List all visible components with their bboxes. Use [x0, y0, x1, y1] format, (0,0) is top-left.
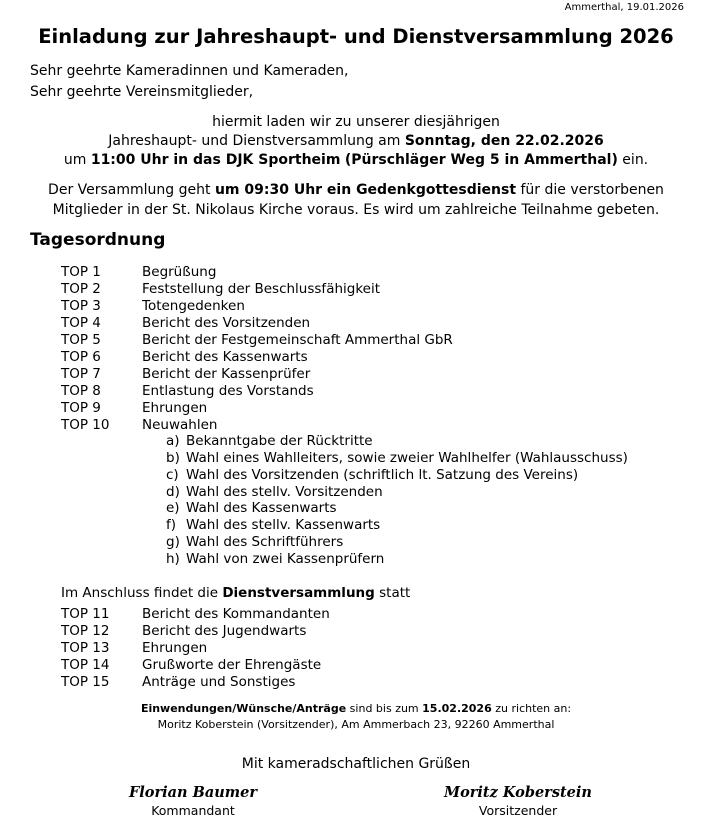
agenda-item [61, 674, 295, 691]
election-item [166, 517, 380, 534]
agenda-number: TOP 15 [61, 674, 110, 690]
agenda-text: Bericht des Jugendwarts [142, 623, 307, 639]
agenda-text: Neuwahlen [142, 417, 218, 433]
agenda-text: Ehrungen [142, 400, 208, 416]
mass-time: um 09:30 Uhr ein Gedenkgottesdienst [214, 182, 517, 198]
election-text: Wahl von zwei Kassenprüfern [186, 551, 385, 567]
intro-line: hiermit laden wir zu unserer diesjährigen [212, 114, 500, 130]
election-letter: h) [166, 551, 180, 567]
election-item [166, 500, 337, 517]
agenda-number: TOP 7 [61, 366, 101, 382]
election-item [166, 551, 384, 568]
objections-deadline: 15.02.2026 [422, 702, 492, 715]
election-item [166, 433, 373, 450]
agenda-text: Bericht des Kommandanten [142, 606, 330, 622]
election-letter: f) [166, 517, 177, 533]
objections-line: Einwendungen/Wünsche/Anträge sind bis zum 15.02.2026 zu richten an: [140, 702, 572, 715]
agenda-text: Bericht des Kassenwarts [142, 349, 308, 365]
agenda-item [61, 366, 310, 383]
meeting-address: (Pürschläger Weg 5 in Ammerthal) [344, 152, 618, 168]
agenda-text: Begrüßung [142, 264, 217, 280]
election-item [166, 484, 383, 501]
election-item [166, 534, 343, 551]
election-letter: e) [166, 500, 180, 516]
election-text: Wahl des stellv. Kassenwarts [186, 517, 381, 533]
election-text: Wahl eines Wahlleiters, sowie zweier Wahlhelfer (Wahlausschuss) [186, 450, 628, 466]
agenda-text: Entlastung des Vorstands [142, 383, 314, 399]
agenda-item [61, 332, 453, 349]
agenda-text: Ehrungen [142, 640, 208, 656]
election-item [166, 450, 628, 467]
agenda-text: Feststellung der Beschlussfähigkeit [142, 281, 381, 297]
agenda-number: TOP 14 [61, 657, 110, 673]
election-item [166, 467, 578, 484]
agenda-item [61, 400, 207, 417]
dateline: Ammerthal, 19.01.2026 [564, 2, 684, 13]
agenda-item [61, 383, 314, 400]
agenda-item [61, 264, 216, 281]
agenda-item [61, 623, 306, 640]
agenda-number: TOP 3 [61, 298, 101, 314]
agenda-number: TOP 13 [61, 640, 110, 656]
agenda-number: TOP 4 [61, 315, 101, 331]
agenda-item [61, 417, 217, 434]
service-meeting-note: Im Anschluss findet die Dienstversammlung statt [61, 585, 411, 601]
agenda-number: TOP 10 [61, 417, 110, 433]
agenda-text: Bericht des Vorsitzenden [142, 315, 311, 331]
signature-role: Kommandant [151, 803, 235, 818]
closing-line: Mit kameradschaftlichen Grüßen [241, 756, 471, 772]
agenda-number: TOP 9 [61, 400, 101, 416]
meeting-date: Sonntag, den 22.02.2026 [404, 133, 604, 149]
agenda-text: Anträge und Sonstiges [142, 674, 296, 690]
election-text: Wahl des Vorsitzenden (schriftlich lt. Satzung des Vereins) [186, 467, 579, 483]
mass-line: Der Versammlung geht um 09:30 Uhr ein Gedenkgottesdienst für die verstorbenen [48, 182, 664, 198]
election-text: Wahl des Schriftführers [186, 534, 344, 550]
agenda-number: TOP 6 [61, 349, 101, 365]
page-title: Einladung zur Jahreshaupt- und Dienstversammlung 2026 [38, 25, 674, 48]
election-text: Wahl des stellv. Vorsitzenden [186, 484, 383, 500]
agenda-item [61, 606, 330, 623]
election-text: Bekanntgabe der Rücktritte [186, 433, 373, 449]
intro-line: um 11:00 Uhr in das DJK Sportheim (Pürschläger Weg 5 in Ammerthal) ein. [63, 152, 649, 168]
election-letter: d) [166, 484, 180, 500]
agenda-number: TOP 1 [61, 264, 101, 280]
election-letter: g) [166, 534, 180, 550]
agenda-number: TOP 12 [61, 623, 110, 639]
meeting-time-venue: 11:00 Uhr in das DJK Sportheim [90, 152, 341, 168]
salutation-line: Sehr geehrte Kameradinnen und Kameraden, [30, 63, 349, 79]
agenda-number: TOP 5 [61, 332, 101, 348]
agenda-number: TOP 8 [61, 383, 101, 399]
election-letter: b) [166, 450, 180, 466]
agenda-text: Bericht der Festgemeinschaft Ammerthal GbR [142, 332, 453, 348]
objections-address: Moritz Koberstein (Vorsitzender), Am Ammerbach 23, 92260 Ammerthal [157, 718, 555, 731]
agenda-item [61, 349, 308, 366]
signature-role: Vorsitzender [478, 803, 558, 818]
agenda-item [61, 315, 310, 332]
objections-label: Einwendungen/Wünsche/Anträge [140, 702, 347, 715]
agenda-item [61, 640, 207, 657]
agenda-number: TOP 2 [61, 281, 101, 297]
agenda-item [61, 657, 321, 674]
agenda-number: TOP 11 [61, 606, 110, 622]
agenda-text: Grußworte der Ehrengäste [142, 657, 322, 673]
election-text: Wahl des Kassenwarts [186, 500, 337, 516]
mass-line: Mitglieder in der St. Nikolaus Kirche voraus. Es wird um zahlreiche Teilnahme gebeten. [52, 202, 660, 218]
election-letter: c) [166, 467, 179, 483]
election-letter: a) [166, 433, 180, 449]
agenda-text: Totengedenken [142, 298, 245, 314]
intro-line: Jahreshaupt- und Dienstversammlung am Sonntag, den 22.02.2026 [108, 133, 604, 149]
signature-commander: Florian Baumer [128, 784, 257, 801]
signature-chairman: Moritz Koberstein [444, 784, 592, 801]
salutation-line: Sehr geehrte Vereinsmitglieder, [30, 84, 254, 100]
agenda-item [61, 298, 245, 315]
agenda-item [61, 281, 380, 298]
service-meeting-label: Dienstversammlung [222, 585, 375, 601]
agenda-text: Bericht der Kassenprüfer [142, 366, 311, 382]
agenda-heading: Tagesordnung [30, 230, 166, 250]
